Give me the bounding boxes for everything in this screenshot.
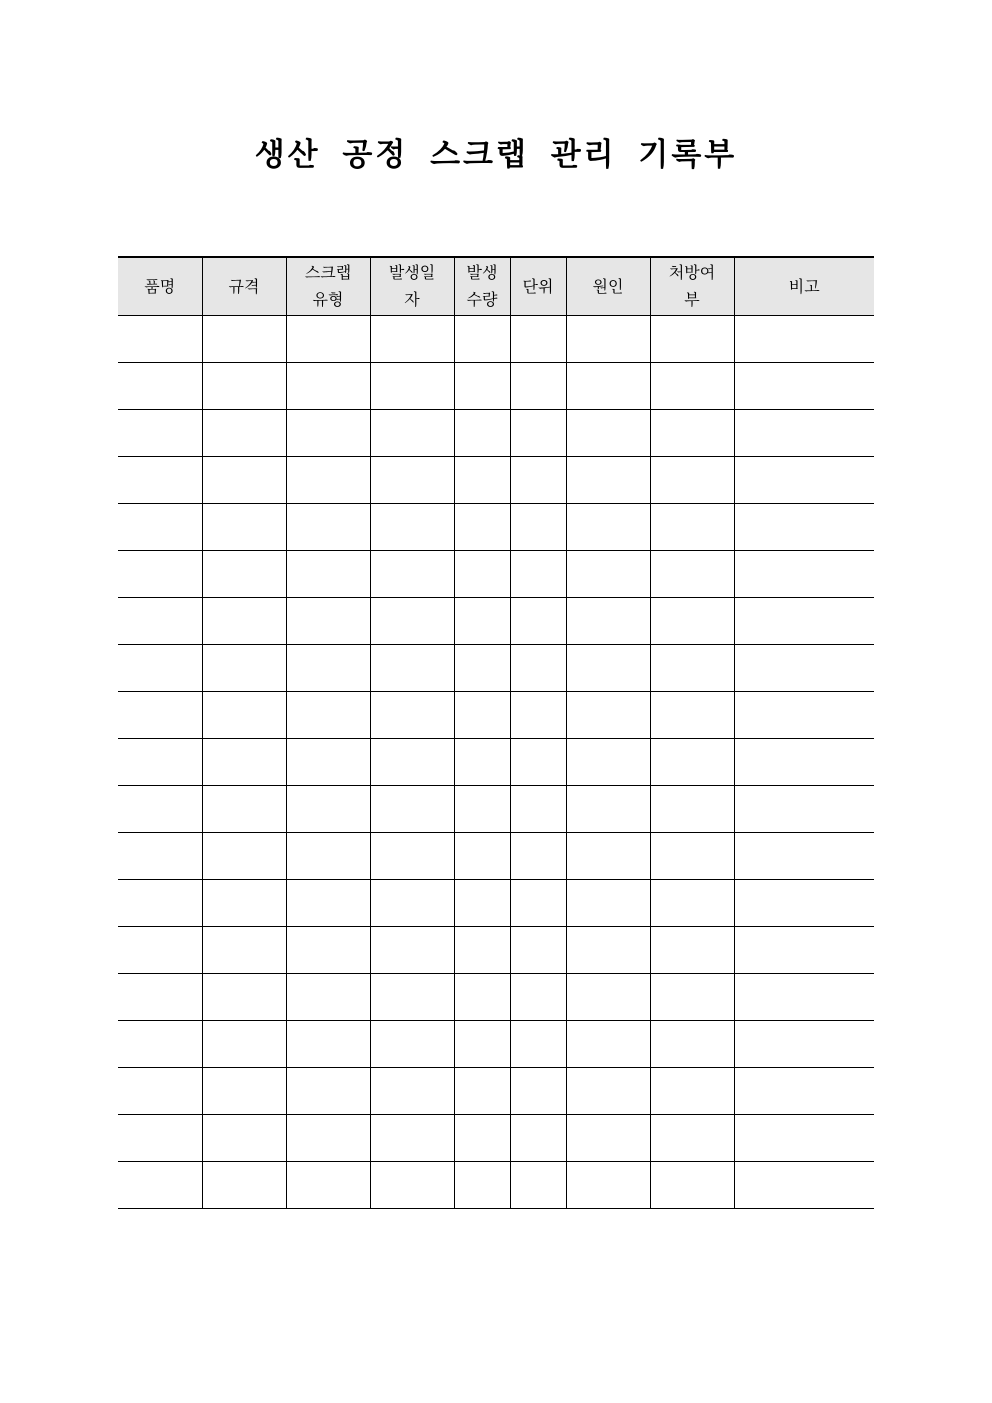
table-cell[interactable] — [118, 879, 202, 926]
table-cell[interactable] — [202, 362, 286, 409]
table-cell[interactable] — [202, 644, 286, 691]
table-cell[interactable] — [286, 1067, 370, 1114]
table-cell[interactable] — [510, 691, 566, 738]
table-cell[interactable] — [566, 409, 650, 456]
table-cell[interactable] — [734, 1067, 874, 1114]
table-cell[interactable] — [566, 1067, 650, 1114]
table-cell[interactable] — [370, 1114, 454, 1161]
table-row — [118, 1114, 874, 1161]
table-cell[interactable] — [454, 832, 510, 879]
table-cell[interactable] — [454, 409, 510, 456]
table-cell[interactable] — [566, 691, 650, 738]
table-row — [118, 738, 874, 785]
table-cell[interactable] — [286, 738, 370, 785]
table-cell[interactable] — [118, 973, 202, 1020]
table-cell[interactable] — [510, 1161, 566, 1208]
table-cell[interactable] — [734, 503, 874, 550]
table-cell[interactable] — [454, 1114, 510, 1161]
table-cell[interactable] — [370, 691, 454, 738]
table-cell[interactable] — [510, 738, 566, 785]
table-row — [118, 785, 874, 832]
table-cell[interactable] — [734, 362, 874, 409]
table-cell[interactable] — [202, 926, 286, 973]
table-cell[interactable] — [566, 550, 650, 597]
table-cell[interactable] — [454, 315, 510, 362]
table-cell[interactable] — [510, 644, 566, 691]
header-occurrence-quantity: 발생 수량 — [454, 257, 510, 315]
table-row — [118, 691, 874, 738]
table-cell[interactable] — [510, 1020, 566, 1067]
table-cell[interactable] — [118, 456, 202, 503]
table-cell[interactable] — [566, 738, 650, 785]
table-row — [118, 409, 874, 456]
table-row — [118, 879, 874, 926]
table-cell[interactable] — [286, 597, 370, 644]
table-cell[interactable] — [510, 1114, 566, 1161]
table-cell[interactable] — [734, 738, 874, 785]
table-cell[interactable] — [202, 597, 286, 644]
table-cell[interactable] — [118, 691, 202, 738]
table-cell[interactable] — [286, 973, 370, 1020]
table-cell[interactable] — [650, 315, 734, 362]
table-cell[interactable] — [370, 738, 454, 785]
table-cell[interactable] — [118, 1067, 202, 1114]
table-cell[interactable] — [734, 691, 874, 738]
table-cell[interactable] — [510, 973, 566, 1020]
table-cell[interactable] — [566, 362, 650, 409]
table-cell[interactable] — [650, 1161, 734, 1208]
table-cell[interactable] — [510, 315, 566, 362]
table-cell[interactable] — [118, 832, 202, 879]
table-cell[interactable] — [286, 1114, 370, 1161]
table-cell[interactable] — [566, 1020, 650, 1067]
table-cell[interactable] — [286, 1020, 370, 1067]
header-unit: 단위 — [510, 257, 566, 315]
table-cell[interactable] — [202, 456, 286, 503]
table-cell[interactable] — [734, 409, 874, 456]
table-cell[interactable] — [286, 550, 370, 597]
table-cell[interactable] — [454, 362, 510, 409]
table-cell[interactable] — [650, 362, 734, 409]
table-cell[interactable] — [202, 879, 286, 926]
table-cell[interactable] — [118, 409, 202, 456]
table-cell[interactable] — [286, 1161, 370, 1208]
table-cell[interactable] — [734, 550, 874, 597]
table-cell[interactable] — [566, 879, 650, 926]
table-row — [118, 550, 874, 597]
table-cell[interactable] — [510, 1067, 566, 1114]
table-cell[interactable] — [650, 597, 734, 644]
table-cell[interactable] — [454, 973, 510, 1020]
table-cell[interactable] — [370, 1161, 454, 1208]
table-cell[interactable] — [118, 597, 202, 644]
table-row — [118, 644, 874, 691]
table-cell[interactable] — [370, 362, 454, 409]
table-cell[interactable] — [454, 879, 510, 926]
table-cell[interactable] — [650, 550, 734, 597]
table-cell[interactable] — [566, 1114, 650, 1161]
table-cell[interactable] — [454, 926, 510, 973]
table-cell[interactable] — [286, 879, 370, 926]
table-cell[interactable] — [566, 503, 650, 550]
table-cell[interactable] — [566, 785, 650, 832]
header-cause: 원인 — [566, 257, 650, 315]
table-cell[interactable] — [650, 926, 734, 973]
header-row — [118, 257, 874, 315]
table-cell[interactable] — [370, 926, 454, 973]
table-cell[interactable] — [734, 597, 874, 644]
table-cell[interactable] — [650, 409, 734, 456]
header-specification: 규격 — [202, 257, 286, 315]
table-cell[interactable] — [286, 362, 370, 409]
table-cell[interactable] — [370, 409, 454, 456]
table-cell[interactable] — [286, 456, 370, 503]
document-title: 생산 공정 스크랩 관리 기록부 — [254, 137, 738, 173]
table-cell[interactable] — [454, 738, 510, 785]
table-cell[interactable] — [454, 1067, 510, 1114]
table-cell[interactable] — [202, 691, 286, 738]
table-cell[interactable] — [566, 456, 650, 503]
header-item-name: 품명 — [118, 257, 202, 315]
table-cell[interactable] — [510, 550, 566, 597]
table-cell[interactable] — [734, 1161, 874, 1208]
table-cell[interactable] — [370, 315, 454, 362]
table-cell[interactable] — [650, 691, 734, 738]
table-cell[interactable] — [650, 503, 734, 550]
table-row — [118, 926, 874, 973]
table-cell[interactable] — [118, 785, 202, 832]
table-cell[interactable] — [734, 926, 874, 973]
table-cell[interactable] — [566, 315, 650, 362]
table-cell[interactable] — [510, 832, 566, 879]
table-row — [118, 597, 874, 644]
header-scrap-type: 스크랩 유형 — [286, 257, 370, 315]
table-cell[interactable] — [286, 315, 370, 362]
table-cell[interactable] — [370, 597, 454, 644]
table-cell[interactable] — [370, 973, 454, 1020]
table-cell[interactable] — [734, 832, 874, 879]
table-cell[interactable] — [510, 785, 566, 832]
table-cell[interactable] — [118, 315, 202, 362]
header-occurrence-date: 발생일 자 — [370, 257, 454, 315]
table-cell[interactable] — [454, 456, 510, 503]
table-cell[interactable] — [734, 644, 874, 691]
table-cell[interactable] — [202, 1114, 286, 1161]
table-cell[interactable] — [286, 644, 370, 691]
table-cell[interactable] — [370, 879, 454, 926]
table-cell[interactable] — [370, 1020, 454, 1067]
table-cell[interactable] — [734, 315, 874, 362]
table-cell[interactable] — [566, 597, 650, 644]
table-cell[interactable] — [650, 738, 734, 785]
table-cell[interactable] — [454, 1020, 510, 1067]
table-cell[interactable] — [118, 503, 202, 550]
table-row — [118, 456, 874, 503]
table-cell[interactable] — [202, 550, 286, 597]
table-row — [118, 1161, 874, 1208]
table-cell[interactable] — [370, 644, 454, 691]
table-cell[interactable] — [118, 550, 202, 597]
header-remarks: 비고 — [734, 257, 874, 315]
table-cell[interactable] — [118, 1114, 202, 1161]
table-cell[interactable] — [286, 691, 370, 738]
table-row — [118, 832, 874, 879]
header-disposition: 처방여 부 — [650, 257, 734, 315]
table-cell[interactable] — [202, 973, 286, 1020]
table-cell[interactable] — [202, 315, 286, 362]
table-row — [118, 1020, 874, 1067]
table-cell[interactable] — [650, 879, 734, 926]
table-cell[interactable] — [650, 973, 734, 1020]
table-cell[interactable] — [734, 1020, 874, 1067]
table-cell[interactable] — [370, 1067, 454, 1114]
table-cell[interactable] — [510, 503, 566, 550]
table-cell[interactable] — [286, 409, 370, 456]
table-cell[interactable] — [118, 1161, 202, 1208]
table-row — [118, 973, 874, 1020]
table-cell[interactable] — [566, 926, 650, 973]
table-cell[interactable] — [454, 644, 510, 691]
table-cell[interactable] — [202, 1020, 286, 1067]
table-cell[interactable] — [370, 832, 454, 879]
table-cell[interactable] — [202, 832, 286, 879]
table-cell[interactable] — [650, 1114, 734, 1161]
table-cell[interactable] — [202, 785, 286, 832]
table-cell[interactable] — [370, 785, 454, 832]
table-cell[interactable] — [370, 550, 454, 597]
table-cell[interactable] — [650, 832, 734, 879]
table-cell[interactable] — [118, 738, 202, 785]
table-cell[interactable] — [566, 1161, 650, 1208]
table-cell[interactable] — [454, 785, 510, 832]
table-cell[interactable] — [286, 503, 370, 550]
table-cell[interactable] — [510, 409, 566, 456]
table-cell[interactable] — [370, 456, 454, 503]
table-cell[interactable] — [202, 503, 286, 550]
table-cell[interactable] — [454, 691, 510, 738]
table-cell[interactable] — [734, 879, 874, 926]
table-cell[interactable] — [454, 503, 510, 550]
table-cell[interactable] — [510, 456, 566, 503]
table-cell[interactable] — [286, 785, 370, 832]
table-row — [118, 362, 874, 409]
table-row — [118, 1067, 874, 1114]
table-cell[interactable] — [734, 456, 874, 503]
scrap-record-table — [118, 256, 874, 1209]
table-cell[interactable] — [202, 1067, 286, 1114]
table-cell[interactable] — [286, 926, 370, 973]
table-cell[interactable] — [510, 362, 566, 409]
table-cell[interactable] — [202, 1161, 286, 1208]
table-cell[interactable] — [650, 456, 734, 503]
table-cell[interactable] — [734, 785, 874, 832]
table-cell[interactable] — [454, 1161, 510, 1208]
table-row — [118, 315, 874, 362]
table-cell[interactable] — [510, 879, 566, 926]
table-cell[interactable] — [650, 785, 734, 832]
table-cell[interactable] — [118, 926, 202, 973]
table-cell[interactable] — [510, 926, 566, 973]
table-cell[interactable] — [202, 738, 286, 785]
table-cell[interactable] — [510, 597, 566, 644]
table-cell[interactable] — [650, 644, 734, 691]
table-cell[interactable] — [650, 1020, 734, 1067]
table-body — [118, 315, 874, 1208]
table-cell[interactable] — [734, 973, 874, 1020]
table-cell[interactable] — [202, 409, 286, 456]
table-cell[interactable] — [650, 1067, 734, 1114]
table-cell[interactable] — [118, 362, 202, 409]
table-row — [118, 503, 874, 550]
table-cell[interactable] — [566, 832, 650, 879]
table-cell[interactable] — [286, 832, 370, 879]
table-cell[interactable] — [566, 973, 650, 1020]
table-cell[interactable] — [566, 644, 650, 691]
table-cell[interactable] — [734, 1114, 874, 1161]
table-cell[interactable] — [118, 1020, 202, 1067]
table-cell[interactable] — [454, 550, 510, 597]
table-cell[interactable] — [454, 597, 510, 644]
table-cell[interactable] — [370, 503, 454, 550]
table-cell[interactable] — [118, 644, 202, 691]
